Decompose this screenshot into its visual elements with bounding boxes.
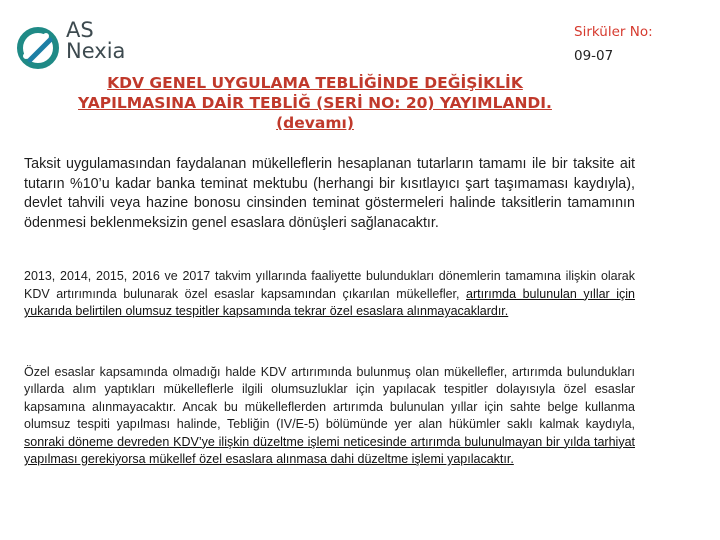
circular-number-block <box>574 20 653 68</box>
paragraph-special-principles <box>24 364 635 468</box>
paragraph-installment: Taksit uygulamasından faydalanan mükelleflerin hesaplanan tutarların tamamı ile bir taksite ait tutarın %10’u kadar banka teminat mektubu (herhangi bir kısıtlayıcı şart taşımaması kaydıyla), devlet tahvili veya hazine bonosu cinsinden teminat göstermeleri halinde taksitlerin tamamının ödenmesi beklenmeksizin genel esaslara dönüşleri sağlanacaktır. <box>24 156 635 231</box>
company-logo <box>16 20 126 70</box>
page-title: KDV GENEL UYGULAMA TEBLİĞİNDE DEĞİŞİKLİK YAPILMASINA DAİR TEBLİĞ (SERİ NO: 20) YAYIMLANDI.(devamı) <box>78 74 552 132</box>
logo-text: AS Nexia <box>66 18 126 63</box>
underlined-text: artırımda bulunulan yıllar için yukarıda belirtilen olumsuz tespitler kapsamında tekrar özel esaslara alınmayacaklardır. <box>24 286 636 319</box>
underlined-text: sonraki döneme devreden KDV’ye ilişkin düzeltme işlemi neticesinde artırımda bulunulmayan bir yılda tarhiyat yapılması gerekiyorsa mükellef özel esaslara alınmasa dahi düzeltme işlemi yapılacaktır. <box>24 434 635 467</box>
paragraph-text: Özel esaslar kapsamında olmadığı halde KDV artırımında bulunmuş olan mükellefler, artırımda bulundukları yıllarda alım yaptıkları mükelleflerle ilgili olumsuzluklar için yapılacak tespitler dolayısıyla özel esaslar kapsamına alınmayacaktır. Ancak bu mükelleflerden artırımda bulunulan yıllar için sahte belge kullanma olumsuz tespiti yapılması halinde, Tebliğin (IV/E-5) bölümünde yer alan hükümler saklı kalmak kaydıyla, <box>24 365 635 432</box>
circular-label: Sirküler No: <box>574 24 653 40</box>
paragraph-kdv-increase <box>24 268 635 321</box>
paragraph-text: 2013, 2014, 2015, 2016 ve 2017 takvim yıllarında faaliyette bulundukları dönemlerin tamamına ilişkin olarak KDV artırımında bulunarak özel esaslar kapsamından çıkarılan mükellefler, <box>24 269 635 301</box>
as-nexia-logo-icon <box>16 26 60 70</box>
circular-number: 09-07 <box>574 48 614 64</box>
